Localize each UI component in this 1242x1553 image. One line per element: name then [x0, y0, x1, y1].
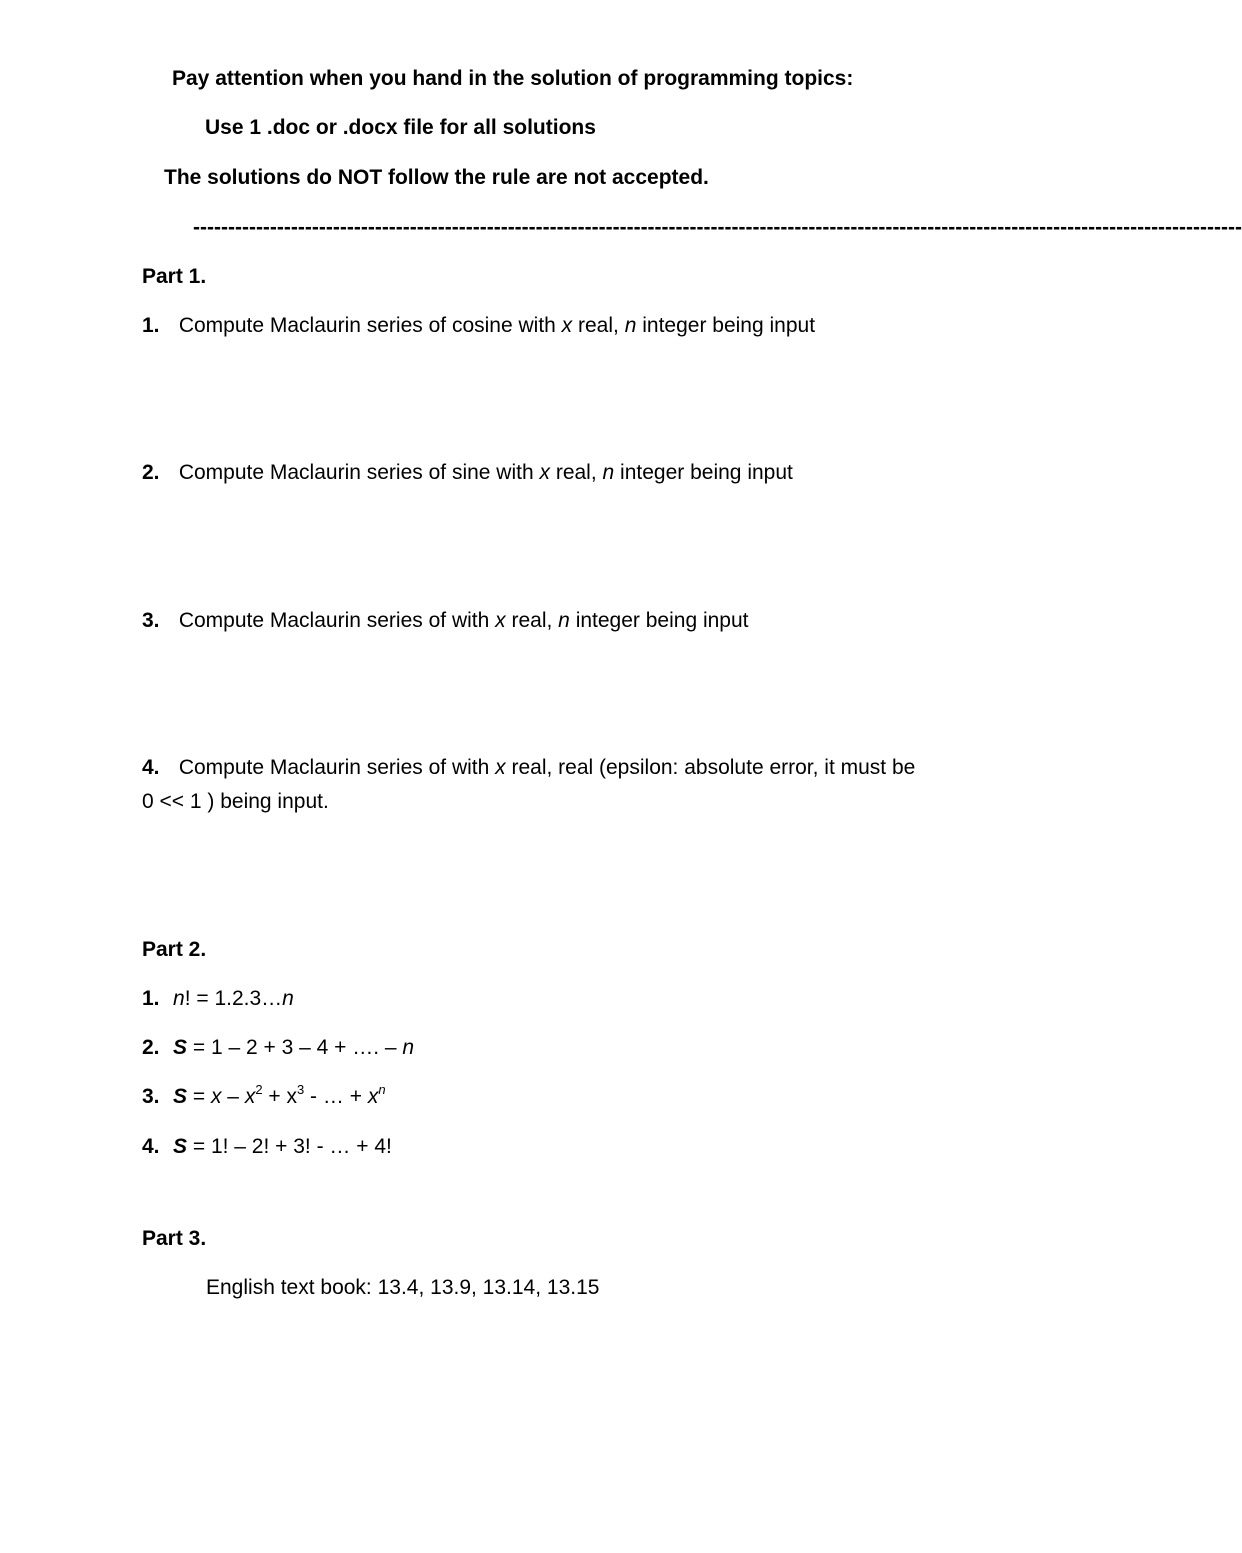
item-number: 2. — [142, 461, 160, 484]
part3-title: Part 3. — [142, 1227, 207, 1250]
var-x: x — [495, 609, 506, 632]
exponent: 2 — [255, 1082, 263, 1097]
var-n: n — [282, 987, 294, 1010]
var-x: x — [244, 1085, 256, 1108]
formula-text: + x — [262, 1085, 297, 1108]
item-text: Compute Maclaurin series of sine with — [173, 461, 540, 484]
var-s: S — [173, 1036, 188, 1059]
formula-text: = — [187, 1085, 211, 1108]
item-text: Compute Maclaurin series of cosine with — [173, 314, 562, 337]
item-text: real, — [505, 609, 559, 632]
item-text: integer being input — [614, 461, 793, 484]
notice-line-1: Pay attention when you hand in the solution of programming topics: — [172, 67, 854, 90]
notice-line-2: Use 1 .doc or .docx file for all solutions — [205, 116, 596, 139]
exponent: 3 — [296, 1082, 305, 1097]
var-x: x — [495, 756, 506, 779]
var-n: n — [558, 609, 570, 632]
var-x: x — [210, 1085, 222, 1108]
formula-text: - … + — [304, 1085, 368, 1108]
item-text: real, real (epsilon: absolute error, it must be — [505, 756, 916, 779]
item-number: 3. — [142, 609, 160, 632]
part2-item-1 — [142, 985, 294, 1013]
var-n: n — [173, 987, 185, 1010]
part2-title: Part 2. — [142, 938, 207, 961]
formula-text: – — [221, 1085, 245, 1108]
part2-item-4 — [142, 1133, 392, 1161]
var-x: x — [561, 314, 573, 337]
part1-item-1 — [142, 312, 815, 340]
item-number: 1. — [142, 314, 160, 337]
item-text: Compute Maclaurin series of with — [173, 609, 496, 632]
item-text: Compute Maclaurin series of with — [173, 756, 496, 779]
var-x: x — [367, 1085, 379, 1108]
item-text: integer being input — [636, 314, 816, 337]
var-s: S — [173, 1085, 188, 1108]
part1-item-4-continuation: 0 << 1 ) being input. — [142, 790, 329, 813]
part1-title: Part 1. — [142, 265, 207, 288]
part2-item-3 — [142, 1083, 386, 1111]
separator-line: ------------------------------------------------------------------------------------------------------------------------------------------------------ — [193, 216, 1242, 239]
item-number: 3. — [142, 1085, 160, 1108]
part3-text: English text book: 13.4, 13.9, 13.14, 13.15 — [206, 1276, 600, 1299]
notice-line-3: The solutions do NOT follow the rule are not accepted. — [164, 166, 709, 189]
var-x: x — [539, 461, 550, 484]
part2-item-2 — [142, 1034, 414, 1062]
item-number: 4. — [142, 1135, 160, 1158]
item-text: real, — [550, 461, 603, 484]
item-text: integer being input — [569, 609, 749, 632]
exponent: n — [378, 1082, 386, 1097]
part1-item-3 — [142, 607, 749, 635]
item-number: 2. — [142, 1036, 160, 1059]
item-number: 4. — [142, 756, 160, 779]
var-n: n — [624, 314, 637, 337]
part1-item-4 — [142, 754, 915, 782]
var-s: S — [173, 1135, 188, 1158]
var-n: n — [402, 1036, 415, 1059]
var-n: n — [602, 461, 615, 484]
formula-text: ! = 1.2.3… — [184, 987, 283, 1010]
item-number: 1. — [142, 987, 160, 1010]
part1-item-2 — [142, 459, 793, 487]
formula-text: = 1 – 2 + 3 – 4 + …. – — [187, 1036, 403, 1059]
item-text: real, — [572, 314, 625, 337]
formula-text: = 1! – 2! + 3! - … + 4! — [187, 1135, 392, 1158]
